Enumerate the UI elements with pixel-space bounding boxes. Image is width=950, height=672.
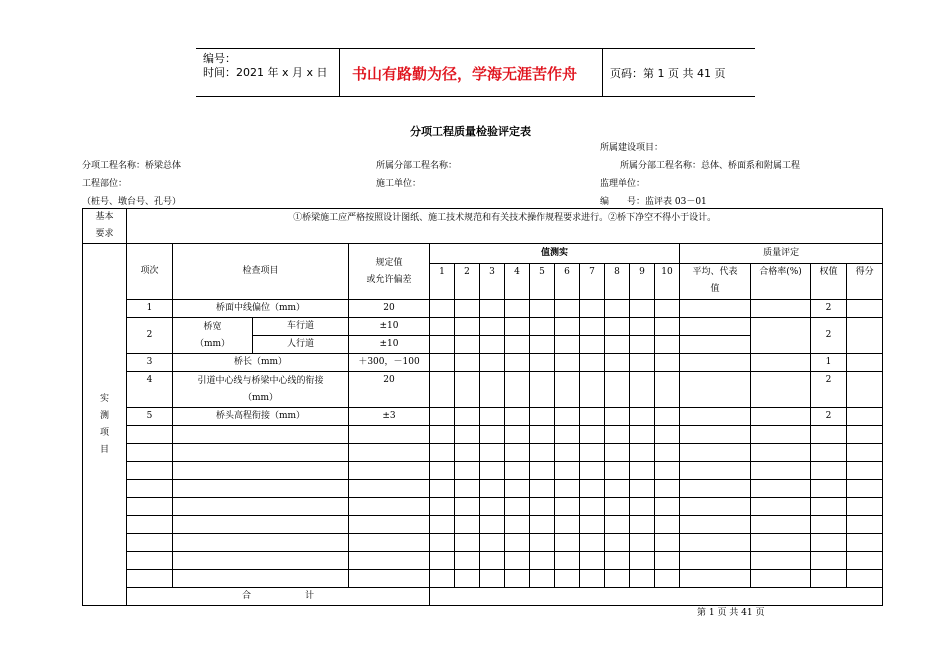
col-rate-header: 合格率(%) [751,264,811,300]
supervision-unit-label: 监理单位： [600,179,646,189]
row-spec: ±10 [349,318,430,336]
measure-col-4: 4 [505,264,530,300]
header-time-label: 时间：2021 年 x 月 x 日 [203,66,328,79]
measure-col-7: 7 [580,264,605,300]
table-row [83,300,883,318]
table-row-empty [83,516,883,534]
pile-number-label: （桩号、墩台号、孔号） [82,197,182,207]
table-row-empty [83,498,883,516]
row-weight: 1 [811,354,847,372]
table-row-empty [83,480,883,498]
table-row-total [83,588,883,606]
row-weight: 2 [811,300,847,318]
row-item: 引道中心线与桥梁中心线的衔接 （mm） [173,372,349,408]
row-spec: 20 [349,372,430,408]
sub-item-name: 分项工程名称：桥梁总体 [82,161,182,171]
table-row-empty [83,462,883,480]
location-label: 工程部位： [82,179,128,189]
table-row [83,372,883,408]
measure-col-3: 3 [480,264,505,300]
measure-col-9: 9 [630,264,655,300]
row-no: 3 [127,354,173,372]
construction-unit-label: 施工单位： [376,179,422,189]
table-row-empty [83,552,883,570]
measure-col-10: 10 [655,264,680,300]
measure-col-8: 8 [605,264,630,300]
col-no-header: 项次 [127,244,173,300]
total-label: 合 计 [127,588,430,606]
row-item: 桥宽 （mm） [173,318,253,354]
row-weight: 2 [811,318,847,354]
row-item: 桥面中线偏位（mm） [173,300,349,318]
measure-col-6: 6 [555,264,580,300]
row-spec: ±3 [349,408,430,426]
measure-col-2: 2 [455,264,480,300]
header-divider-left [339,48,340,96]
row-item: 桥头高程衔接（mm） [173,408,349,426]
row-spec: 20 [349,300,430,318]
row-weight: 2 [811,372,847,408]
col-measured-header: 值测实 [430,244,680,264]
col-score-header: 得分 [847,264,883,300]
row-subitem: 人行道 [253,336,349,354]
header-divider-right [602,48,603,96]
header-number-label: 编号： [203,52,236,65]
table-row [83,318,883,336]
table-row-empty [83,570,883,588]
row-spec: ＋300，－100 [349,354,430,372]
header-page-label: 页码：第 1 页 共 41 页 [610,67,726,80]
measure-col-5: 5 [530,264,555,300]
inspection-table [82,208,883,606]
project-label: 所属建设项目： [600,143,664,153]
row-no: 4 [127,372,173,408]
col-quality-header: 质量评定 [680,244,883,264]
row-item: 桥长（mm） [173,354,349,372]
table-row-empty [83,426,883,444]
col-avg-header: 平均、代表 值 [680,264,751,300]
dept-project-name: 所属分部工程名称： [376,161,458,171]
row-spec: ±10 [349,336,430,354]
basic-req-text: ①桥梁施工应严格按照设计图纸、施工技术规范和有关技术操作规程要求进行。②桥下净空不得小于设计。 [127,209,883,244]
header-bottom-rule [196,96,755,97]
measured-items-label: 实 测 项 目 [83,244,127,606]
dept-project-name-filled: 所属分部工程名称：总体、桥面系和附属工程 [620,161,801,171]
col-spec-header: 规定值 或允许偏差 [349,244,430,300]
form-number: 编 号：监评表 03－01 [600,197,707,207]
table-row [83,408,883,426]
basic-req-label: 基本 要求 [83,209,127,244]
row-weight: 2 [811,408,847,426]
header-slogan: 书山有路勤为径，学海无涯苦作舟 [352,65,578,83]
row-no: 1 [127,300,173,318]
table-row [83,354,883,372]
col-weight-header: 权值 [811,264,847,300]
col-item-header: 检查项目 [173,244,349,300]
measure-col-1: 1 [430,264,455,300]
table-row-empty [83,534,883,552]
footer-page-number: 第 1 页 共 41 页 [697,608,765,618]
table-row-empty [83,444,883,462]
page-title: 分项工程质量检验评定表 [410,125,531,138]
row-no: 2 [127,318,173,354]
row-subitem: 车行道 [253,318,349,336]
row-no: 5 [127,408,173,426]
header-top-rule [196,48,755,49]
